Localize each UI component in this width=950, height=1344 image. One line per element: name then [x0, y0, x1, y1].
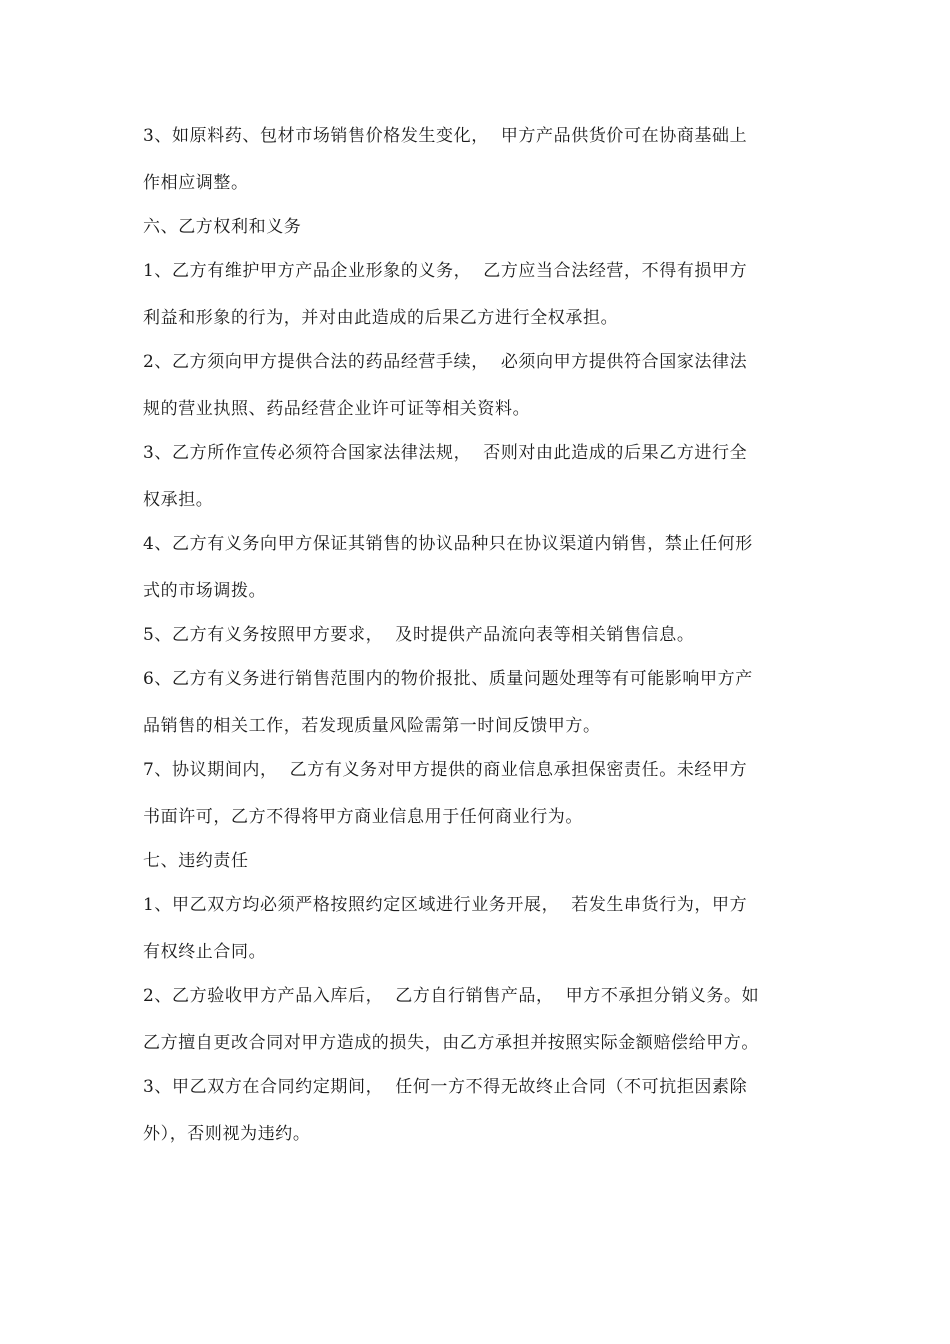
text-line: 3、甲乙双方在合同约定期间， 任何一方不得无故终止合同（不可抗拒因素除: [143, 1077, 748, 1097]
text-line: 利益和形象的行为，并对由此造成的后果乙方进行全权承担。: [143, 308, 619, 328]
text-line: 品销售的相关工作，若发现质量风险需第一时间反馈甲方。: [143, 716, 601, 736]
text-line: 1、乙方有维护甲方产品企业形象的义务， 乙方应当合法经营，不得有损甲方: [143, 261, 748, 281]
heading-text: 七、违约责任: [143, 851, 249, 871]
text-line: 规的营业执照、药品经营企业许可证等相关资料。: [143, 399, 531, 419]
text-line: 1、甲乙双方均必须严格按照约定区域进行业务开展， 若发生串货行为，甲方: [143, 895, 748, 915]
heading-text: 六、乙方权利和义务: [143, 217, 302, 237]
text-line: 乙方擅自更改合同对甲方造成的损失，由乙方承担并按照实际金额赔偿给甲方。: [143, 1033, 759, 1053]
paragraph-6-5: [143, 623, 813, 647]
paragraph-6-1: [143, 259, 813, 330]
section-heading-7: [143, 849, 813, 873]
document-body: [143, 124, 813, 1146]
text-line: 4、乙方有义务向甲方保证其销售的协议品种只在协议渠道内销售，禁止任何形: [143, 534, 753, 554]
text-line: 权承担。: [143, 490, 214, 510]
paragraph-7-1: [143, 893, 813, 964]
text-line: 3、如原料药、包材市场销售价格发生变化， 甲方产品供货价可在协商基础上: [143, 126, 748, 146]
text-line: 外），否则视为违约。: [143, 1124, 311, 1144]
paragraph-5-3: [143, 124, 813, 195]
paragraph-6-6: [143, 667, 813, 738]
text-line: 作相应调整。: [143, 173, 249, 193]
paragraph-6-4: [143, 532, 813, 603]
paragraph-6-2: [143, 350, 813, 421]
text-line: 5、乙方有义务按照甲方要求， 及时提供产品流向表等相关销售信息。: [143, 625, 695, 645]
text-line: 3、乙方所作宣传必须符合国家法律法规， 否则对由此造成的后果乙方进行全: [143, 443, 748, 463]
paragraph-7-3: [143, 1075, 813, 1146]
text-line: 6、乙方有义务进行销售范围内的物价报批、质量问题处理等有可能影响甲方产: [143, 669, 753, 689]
text-line: 书面许可，乙方不得将甲方商业信息用于任何商业行为。: [143, 807, 583, 827]
paragraph-7-2: [143, 984, 813, 1055]
text-line: 式的市场调拨。: [143, 581, 267, 601]
text-line: 7、协议期间内， 乙方有义务对甲方提供的商业信息承担保密责任。未经甲方: [143, 760, 748, 780]
section-heading-6: [143, 215, 813, 239]
text-line: 有权终止合同。: [143, 942, 267, 962]
text-line: 2、乙方须向甲方提供合法的药品经营手续， 必须向甲方提供符合国家法律法: [143, 352, 748, 372]
paragraph-6-3: [143, 441, 813, 512]
paragraph-6-7: [143, 758, 813, 829]
text-line: 2、乙方验收甲方产品入库后， 乙方自行销售产品， 甲方不承担分销义务。如: [143, 986, 760, 1006]
